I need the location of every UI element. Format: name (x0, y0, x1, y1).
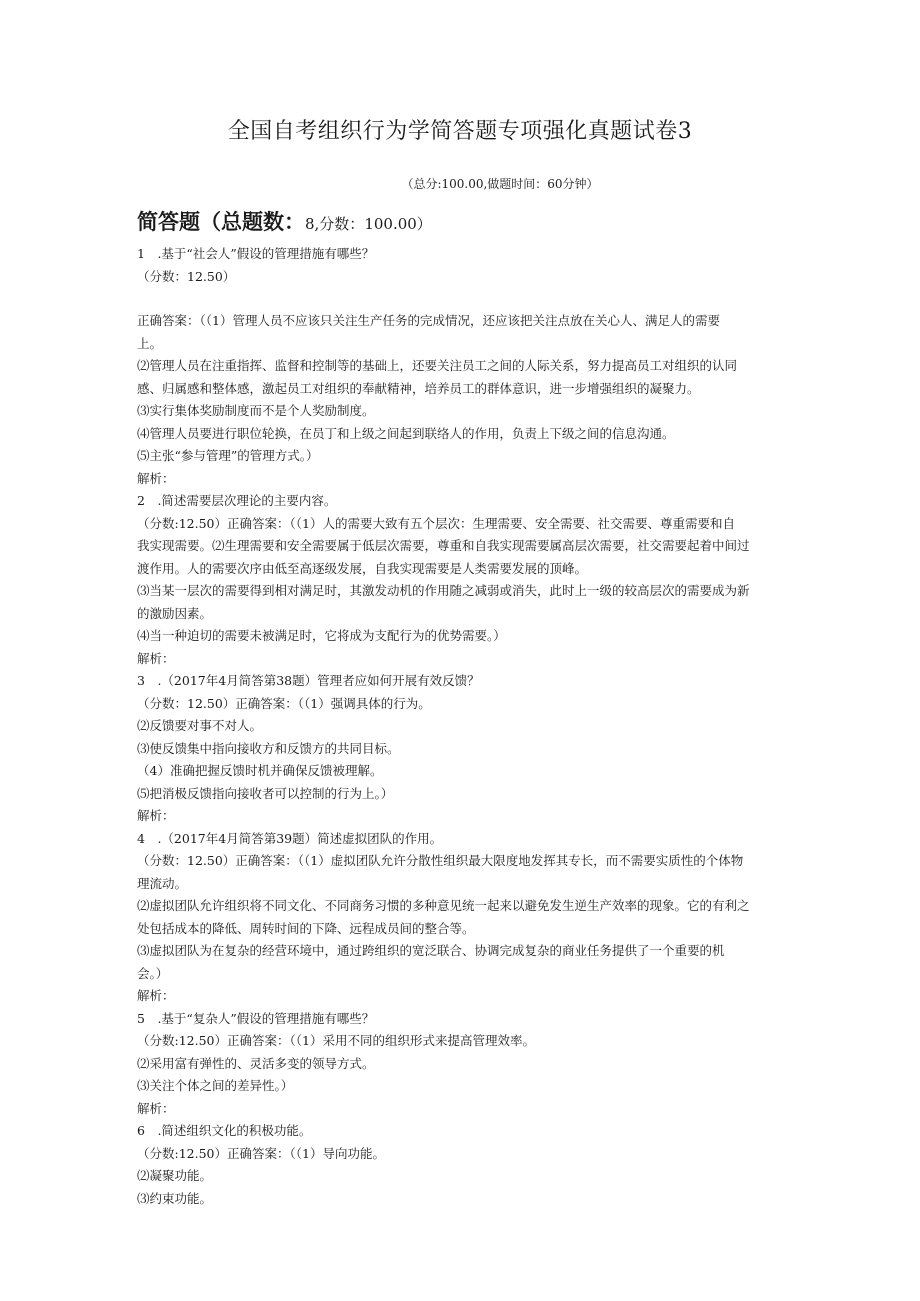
text-line: 解析： (137, 470, 175, 486)
text-line: （分数:12.50）正确答案：（（1）导向功能。 (137, 1145, 385, 1161)
text-line: ⑶关注个体之间的差异性。） (137, 1078, 294, 1093)
text-line: （分数：12.50） (137, 268, 236, 284)
text-line: 5 .基于“复杂人”假设的管理措施有哪些？ (137, 1010, 375, 1026)
text-line: 解析： (137, 808, 175, 823)
text-line: （分数：12.50）正确答案：（（1）虚拟团队允许分散性组织最大限度地发挥其专长，而不需要实质性的个体物 (137, 853, 744, 868)
text-line: （分数:12.50）正确答案：（（1）采用不同的组织形式来提高管理效率。 (137, 1033, 535, 1048)
text-line: 渡作用。人的需要次序由低至高逐级发展，自我实现需要是人类需要发展的顶峰。 (137, 560, 588, 576)
text-line: 解析： (137, 988, 175, 1003)
text-line: 正确答案：（（1）管理人员不应该只关注生产任务的完成情况，还应该把关注点放在关心人、满足人的需要 (137, 313, 720, 328)
text-line: ⑶使反馈集中指向接收方和反馈方的共同目标。 (137, 740, 400, 756)
text-line: 感、归属感和整体感，激起员工对组织的奉献精神，培养员工的群体意识，进一步增强组织的凝聚力。 (137, 380, 700, 396)
text-line: 6 .简述组织文化的积极功能。 (137, 1123, 312, 1138)
text-line: ⑸把消极反馈指向接收者可以控制的行为上。） (137, 785, 394, 801)
text-line: （分数:12.50）正确答案：（（1）人的需要大致有五个层次：生理需要、安全需要、社交需要、尊重需要和自 (137, 515, 735, 531)
text-line: （分数：12.50）正确答案：（（1）强调具体的行为。 (137, 695, 431, 711)
text-line: 理流动。 (137, 875, 188, 891)
text-line: 的激励因素。 (137, 605, 213, 621)
text-line: （4）准确把握反馈时机并确保反馈被理解。 (137, 763, 383, 778)
text-line: ⑶约束功能。 (137, 1190, 213, 1206)
text-line: ⑵凝聚功能。 (137, 1168, 213, 1183)
text-line: 解析： (137, 650, 175, 666)
text-line: ⑶虚拟团队为在复杂的经营环境中，通过跨组织的宽泛联合、协调完成复杂的商业任务提供了一个重要的机 (137, 943, 725, 958)
text-line: 上。 (137, 335, 163, 351)
text-line: 我实现需要。⑵生理需要和安全需要属于低层次需要，尊重和自我实现需要属高层次需要，社交需要起着中间过 (137, 538, 750, 553)
section-heading (137, 206, 432, 236)
page-title: 全国自考组织行为学简答题专项强化真题试卷3 (227, 119, 693, 144)
text-line: ⑶实行集体奖励制度而不是个人奖励制度。 (137, 403, 375, 418)
section-heading-score: 100.00） (364, 215, 432, 233)
text-line: 会。） (137, 965, 169, 981)
blank-line (137, 288, 787, 310)
text-line: ⑸主张“参与管理”的管理方式。） (137, 448, 319, 463)
text-line: ⑶当某一层次的需要得到相对满足时，其激发动机的作用随之减弱或消失，此时上一级的较高层次的需要成为新 (137, 583, 750, 598)
exam-meta: （总分:100.00,做题时间：60分钟） (401, 177, 599, 191)
text-line: 2 .简述需要层次理论的主要内容。 (137, 493, 337, 508)
text-line: 处包括成本的降低、周转时间的下降、远程成员间的整合等。 (137, 920, 475, 936)
section-heading-count: 8,分数： (305, 215, 365, 233)
text-line: ⑵反馈要对事不对人。 (137, 718, 263, 733)
text-line: 解析： (137, 1100, 175, 1116)
text-line: ⑷管理人员要进行职位轮换，在员丁和上级之间起到联络人的作用，负责上下级之间的信息沟通。 (137, 425, 675, 441)
text-line: ⑵管理人员在注重指挥、监督和控制等的基础上，还要关注员工之间的人际关系，努力提高员工对组织的认同 (137, 358, 738, 373)
question-list (137, 243, 787, 1210)
section-heading-main: 简答题（总题数： (137, 209, 305, 234)
text-line: 3 .（2017年4月简答第38题）管理者应如何开展有效反馈？ (137, 673, 480, 688)
text-line: 4 .（2017年4月简答第39题）简述虚拟团队的作用。 (137, 830, 443, 846)
text-line: ⑷当一种迫切的需要未被满足时，它将成为支配行为的优势需要。） (137, 628, 506, 643)
text-line: ⑵虚拟团队允许组织将不同文化、不同商务习惯的多种意见统一起来以避免发生逆生产效率的现象。它的有利之 (137, 898, 750, 913)
text-line: ⑵采用富有弹性的、灵活多变的领导方式。 (137, 1055, 375, 1071)
text-line: 1 .基于“社会人”假设的管理措施有哪些？ (137, 246, 375, 261)
